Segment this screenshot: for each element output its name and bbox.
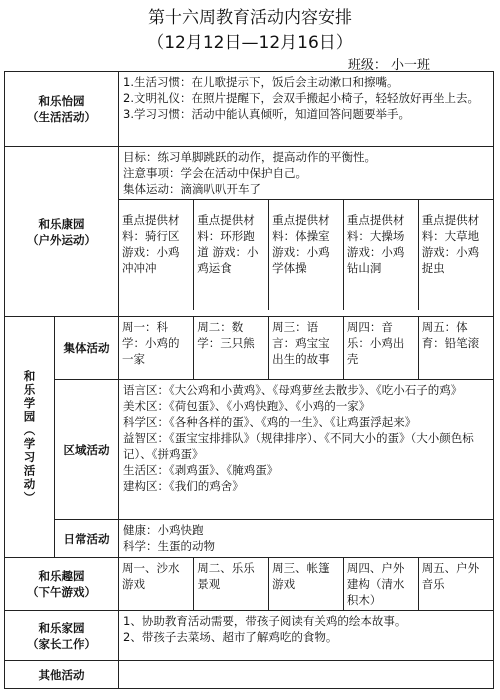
outdoor-goal-line: 注意事项：学会在活动中保护自己。 [123, 166, 307, 180]
outdoor-col: 重点提供材料：体操室 游戏：小鸡学体操 [269, 200, 344, 310]
fun-header-title: 和乐趣园 [38, 569, 85, 583]
collective-label: 集体活动 [55, 317, 119, 380]
outdoor-col: 重点提供材料：大操场 游戏：小鸡钻山洞 [343, 200, 418, 310]
home-content [119, 611, 494, 661]
life-header [5, 72, 119, 147]
outdoor-goal-line: 目标：练习单脚跳跃的动作，提高动作的平衡性。 [123, 150, 376, 164]
daily-line: 科学：生蛋的动物 [123, 539, 215, 553]
collective-col: 周四：音乐：小鸡出壳 [343, 317, 418, 379]
collective-col: 周五：体育：铅笔滚 [418, 317, 493, 379]
outdoor-goals [119, 147, 493, 200]
learning-header [5, 317, 55, 558]
daily-content [119, 520, 494, 558]
fun-content [119, 558, 494, 611]
life-header-sub: （生活活动） [27, 110, 96, 124]
other-content [119, 661, 494, 689]
outdoor-content [119, 147, 494, 317]
daily-row [5, 520, 494, 558]
fun-col: 周二、乐乐景观 [194, 558, 269, 610]
other-row [5, 661, 494, 689]
life-row [5, 72, 494, 147]
outdoor-goal-line: 集体运动：滴滴叭叭开车了 [123, 182, 261, 196]
area-content [119, 380, 494, 520]
schedule-table [4, 71, 494, 689]
area-row [5, 380, 494, 520]
fun-col: 周三、帐篷游戏 [269, 558, 344, 610]
fun-col: 周五、户外音乐 [418, 558, 493, 610]
life-content [119, 72, 494, 147]
collective-col: 周二：数学：三只熊 [194, 317, 269, 379]
fun-col: 周四、户外建构（清水积木） [343, 558, 418, 610]
area-line: 语言区：《大公鸡和小黄鸡》、《母鸡萝丝去散步》、《吃小石子的鸡》 [123, 383, 463, 397]
area-line: 建构区：《我们的鸡舍》 [123, 479, 244, 493]
area-label: 区域活动 [55, 380, 119, 520]
outdoor-col: 重点提供材料：大草地 游戏：小鸡捉虫 [418, 200, 493, 310]
outdoor-columns [119, 200, 493, 310]
life-line: 2.文明礼仪：在照片提醒下，会双手搬起小椅子，轻轻放好再坐上去。 [123, 91, 479, 105]
daily-line: 健康：小鸡快跑 [123, 523, 204, 537]
outdoor-col: 重点提供材料：骑行区 游戏：小鸡冲冲冲 [122, 213, 180, 275]
home-header-sub: （家长工作） [27, 636, 96, 651]
collective-row [5, 317, 494, 380]
fun-columns [119, 558, 493, 610]
home-row [5, 611, 494, 661]
home-header [5, 611, 119, 661]
life-line: 1.生活习惯：在儿歌提示下，饭后会主动漱口和擦嘴。 [123, 75, 399, 89]
fun-header [5, 558, 119, 611]
home-line: 1、协助教育活动需要，带孩子阅读有关鸡的绘本故事。 [123, 614, 407, 628]
fun-header-sub: （下午游戏） [27, 585, 96, 599]
page-subtitle: （12月12日—12月16日） [147, 33, 353, 53]
other-header: 其他活动 [5, 661, 119, 689]
learning-header-text: 和乐学园（学习活动） [22, 369, 37, 505]
page-title: 第十六周教育活动内容安排 [148, 8, 352, 28]
collective-col: 周三：语言：鸡宝宝出生的故事 [269, 317, 344, 379]
home-header-title: 和乐家园 [38, 620, 85, 635]
collective-content [119, 317, 494, 380]
area-line: 美术区：《荷包蛋》、《小鸡快跑》、《小鸡的一家》 [123, 399, 371, 413]
schedule-sheet [4, 71, 494, 689]
home-line: 2、带孩子去菜场、超市了解鸡吃的食物。 [123, 630, 338, 644]
fun-col: 周一、沙水游戏 [122, 561, 180, 591]
fun-row [5, 558, 494, 611]
outdoor-header-sub: （户外运动） [27, 232, 96, 247]
life-line: 3.学习习惯：活动中能认真倾听，知道回答问题要举手。 [123, 107, 410, 121]
outdoor-header-title: 和乐康园 [38, 216, 85, 231]
collective-columns [119, 317, 493, 379]
class-label: 班级： 小一班 [347, 58, 430, 73]
area-line: 科学区：《各种各样的蛋》、《鸡的一生》、《让鸡蛋浮起来》 [123, 415, 417, 429]
outdoor-row [5, 147, 494, 317]
area-line: 益智区：《蛋宝宝排排队》（规律排序）、《不同大小的蛋》（大小颜色标记）、《拼鸡蛋》 [123, 431, 474, 461]
collective-col: 周一：科学：小鸡的一家 [122, 320, 180, 366]
outdoor-header [5, 147, 119, 317]
life-header-title: 和乐怡园 [38, 94, 85, 108]
area-line: 生活区：《剥鸡蛋》、《腌鸡蛋》 [123, 463, 279, 477]
daily-label: 日常活动 [55, 520, 119, 558]
outdoor-col: 重点提供材料：环形跑道 游戏：小鸡运食 [194, 200, 269, 310]
